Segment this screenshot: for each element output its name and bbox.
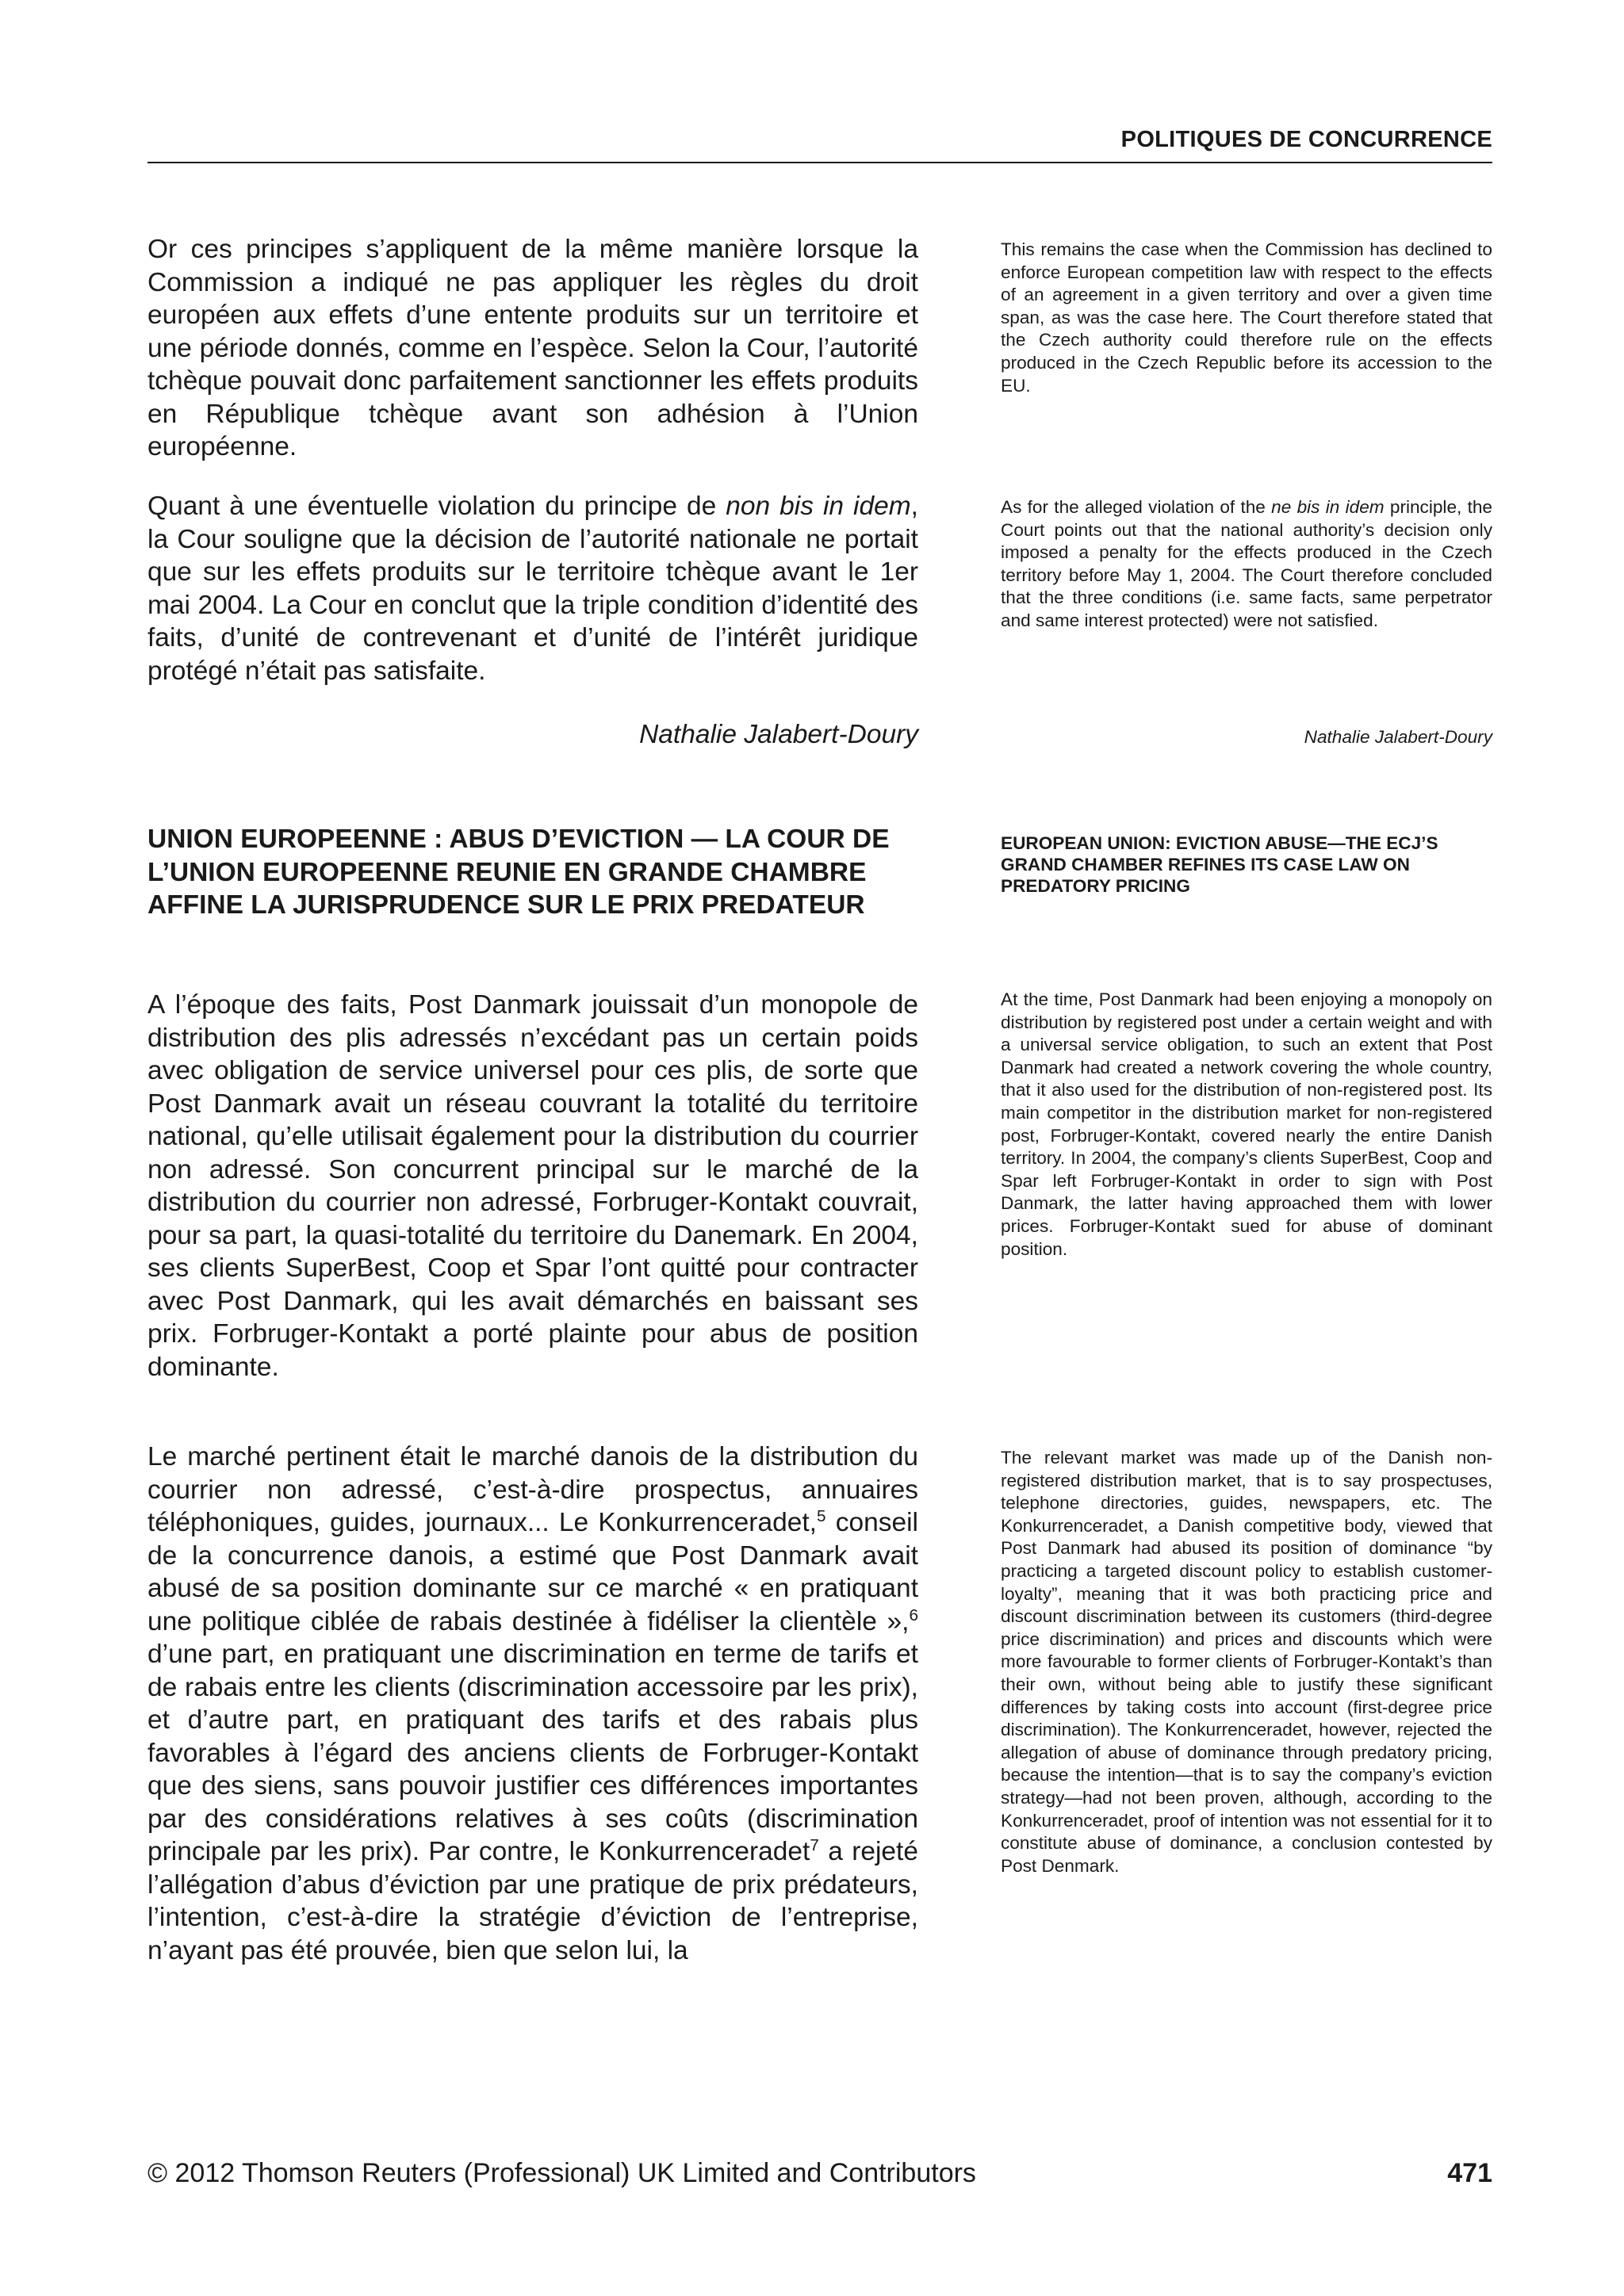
sec2-fr-p2-text-a: Le marché pertinent était le marché danois de la distribution du courrier non adressé, c’est-à-dire prospectus, annuaires téléphoniques, guides, journaux... Le Konkurrenceradet, bbox=[147, 1442, 918, 1537]
running-header: POLITIQUES DE CONCURRENCE bbox=[1120, 127, 1492, 152]
sec1-en-p2-text-b: principle, the Court points out that the national authority’s decision only imposed a penalty for the effects produced in the Czech territory before May 1, 2004. The Court therefore concluded that the three conditions (i.e. same facts, same perpetrator and same interest protected) were not satisfied. bbox=[1001, 497, 1492, 630]
sec1-en-p2-text-a: As for the alleged violation of the bbox=[1001, 497, 1272, 517]
footnote-ref-6[interactable]: 6 bbox=[909, 1605, 918, 1624]
footer-copyright: © 2012 Thomson Reuters (Professional) UK Limited and Contributors bbox=[147, 2158, 976, 2188]
sec1-fr-p2-text-a: Quant à une éventuelle violation du principe de bbox=[147, 492, 726, 521]
sec1-en-paragraph-1-block bbox=[1001, 239, 1492, 397]
sec2-en-heading: EUROPEAN UNION: EVICTION ABUSE—THE ECJ’S GRAND CHAMBER REFINES ITS CASE LAW ON PREDATORY PRICING bbox=[1001, 833, 1438, 896]
sec1-en-paragraph-2-block bbox=[1001, 496, 1492, 633]
sec2-fr-p2-text-c: d’une part, en pratiquant une discrimination en terme de tarifs et de rabais entre les clients (discrimination accessoire par les prix), et d’autre part, en pratiquant des tarifs et des rabais plus favorables à l’égard des anciens clients de Forbruger-Kontakt que des siens, sans pouvoir justifier ces différences importantes par des considérations relatives à ses coûts (discrimination principale par les prix). Par contre, le Konkurrenceradet bbox=[147, 1640, 918, 1866]
sec2-fr-paragraph-1-block bbox=[147, 989, 918, 1383]
sec1-en-signature: Nathalie Jalabert-Doury bbox=[1304, 727, 1492, 747]
sec1-en-paragraph-1: This remains the case when the Commission has declined to enforce European competition law with respect to the effects of an agreement in a given territory and over a given time span, as was the case here. The Court therefore stated that the Czech authority could therefore rule on the effects produced in the Czech Republic before its accession to the EU. bbox=[1001, 239, 1492, 396]
footnote-ref-5[interactable]: 5 bbox=[816, 1506, 826, 1525]
sec1-fr-paragraph-2 bbox=[147, 490, 918, 687]
footnote-ref-7[interactable]: 7 bbox=[810, 1835, 819, 1854]
sec2-en-heading-block bbox=[1001, 832, 1492, 897]
sec2-en-paragraph-2: The relevant market was made up of the Danish non-registered distribution market, that is to say prospectuses, telephone directories, guides, newspapers, etc. The Konkurrenceradet, a Danish competitive body, viewed that Post Danmark had abused its position of dominance “by practicing a targeted discount policy to establish customer-loyalty”, meaning that it was both practicing price and discount discrimination between its customers (third-degree price discrimination) and prices and discounts which were more favourable to former clients of Forbruger-Kontakt’s than their own, without being able to justify these significant differences by taking costs into account (first-degree price discrimination). The Konkurrenceradet, however, rejected the allegation of abuse of dominance through predatory pricing, because the intention—that is to say the company’s eviction strategy—had not been proven, although, according to the Konkurrenceradet, proof of intention was not essential for it to constitute abuse of dominance, a conclusion contested by Post Denmark. bbox=[1001, 1448, 1492, 1876]
sec2-fr-paragraph-2-block bbox=[147, 1441, 918, 1967]
page-number: 471 bbox=[1447, 2158, 1492, 2188]
sec1-fr-signature-block bbox=[147, 718, 918, 752]
sec1-en-paragraph-2 bbox=[1001, 496, 1492, 633]
header-rule bbox=[147, 162, 1492, 163]
sec2-en-paragraph-1: At the time, Post Danmark had been enjoying a monopoly on distribution by registered post under a certain weight and with a universal service obligation, to such an extent that Post Danmark had created a network covering the whole country, that it also used for the distribution of non-registered post. Its main competitor in the distribution market for non-registered post, Forbruger-Kontakt, covered nearly the entire Danish territory. In 2004, the company’s clients SuperBest, Coop and Spar left Forbruger-Kontakt in order to sign with Post Danmark, the latter having approached them with lower prices. Forbruger-Kontakt sued for abuse of dominant position. bbox=[1001, 989, 1492, 1259]
sec1-fr-paragraph-1-block bbox=[147, 233, 918, 464]
sec2-en-paragraph-2-block bbox=[1001, 1447, 1492, 1877]
sec1-fr-paragraph-1: Or ces principes s’appliquent de la même manière lorsque la Commission a indiqué ne pas appliquer les règles du droit européen aux effets d’une entente produits sur un territoire et une période donnés, comme en l’espèce. Selon la Cour, l’autorité tchèque pouvait donc parfaitement sanctionner les effets produits en République tchèque avant son adhésion à l’Union européenne. bbox=[147, 235, 918, 461]
sec2-fr-heading: UNION EUROPEENNE : ABUS D’EVICTION — LA COUR DE L’UNION EUROPEENNE REUNIE EN GRANDE CHAMBRE AFFINE LA JURISPRUDENCE SUR LE PRIX PREDATEUR bbox=[147, 825, 890, 920]
sec1-fr-p2-text-b: , la Cour souligne que la décision de l’autorité nationale ne portait que sur les effets produits sur le territoire tchèque avant le 1er mai 2004. La Cour en conclut que la triple condition d’identité des faits, d’unité de contrevenant et d’unité de l’intérêt juridique protégé n’était pas satisfaite. bbox=[147, 492, 918, 686]
sec2-fr-p2-text-b: conseil de la concurrence danois, a estimé que Post Danmark avait abusé de sa position dominante sur ce marché « en pratiquant une politique ciblée de rabais destinée à fidéliser la clientèle », bbox=[147, 1508, 918, 1636]
sec2-fr-paragraph-1: A l’époque des faits, Post Danmark jouissait d’un monopole de distribution des plis adressés n’excédant pas un certain poids avec obligation de service universel pour ces plis, de sorte que Post Danmark avait un réseau couvrant la totalité du territoire national, qu’elle utilisait également pour la distribution du courrier non adressé. Son concurrent principal sur le marché de la distribution du courrier non adressé, Forbruger-Kontakt couvrait, pour sa part, la quasi-totalité du territoire du Danemark. En 2004, ses clients SuperBest, Coop et Spar l’ont quitté pour contracter avec Post Danmark, qui les avait démarchés en baissant ses prix. Forbruger-Kontakt a porté plainte pour abus de position dominante. bbox=[147, 990, 918, 1382]
sec1-fr-signature: Nathalie Jalabert-Doury bbox=[639, 720, 918, 749]
sec1-en-signature-block bbox=[1001, 726, 1492, 749]
sec1-en-p2-emphasis: ne bis in idem bbox=[1271, 497, 1385, 517]
sec1-fr-paragraph-2-block bbox=[147, 490, 918, 687]
sec2-fr-heading-block bbox=[147, 823, 918, 922]
sec2-en-paragraph-1-block bbox=[1001, 989, 1492, 1261]
sec1-fr-p2-emphasis: non bis in idem bbox=[726, 492, 911, 521]
sec2-fr-paragraph-2 bbox=[147, 1441, 918, 1967]
sec2-fr-p2-text-d: a rejeté l’allégation d’abus d’éviction par une pratique de prix prédateurs, l’intention, c’est-à-dire la stratégie d’éviction de l’entreprise, n’ayant pas été prouvée, bien que selon lui, la bbox=[147, 1837, 918, 1965]
